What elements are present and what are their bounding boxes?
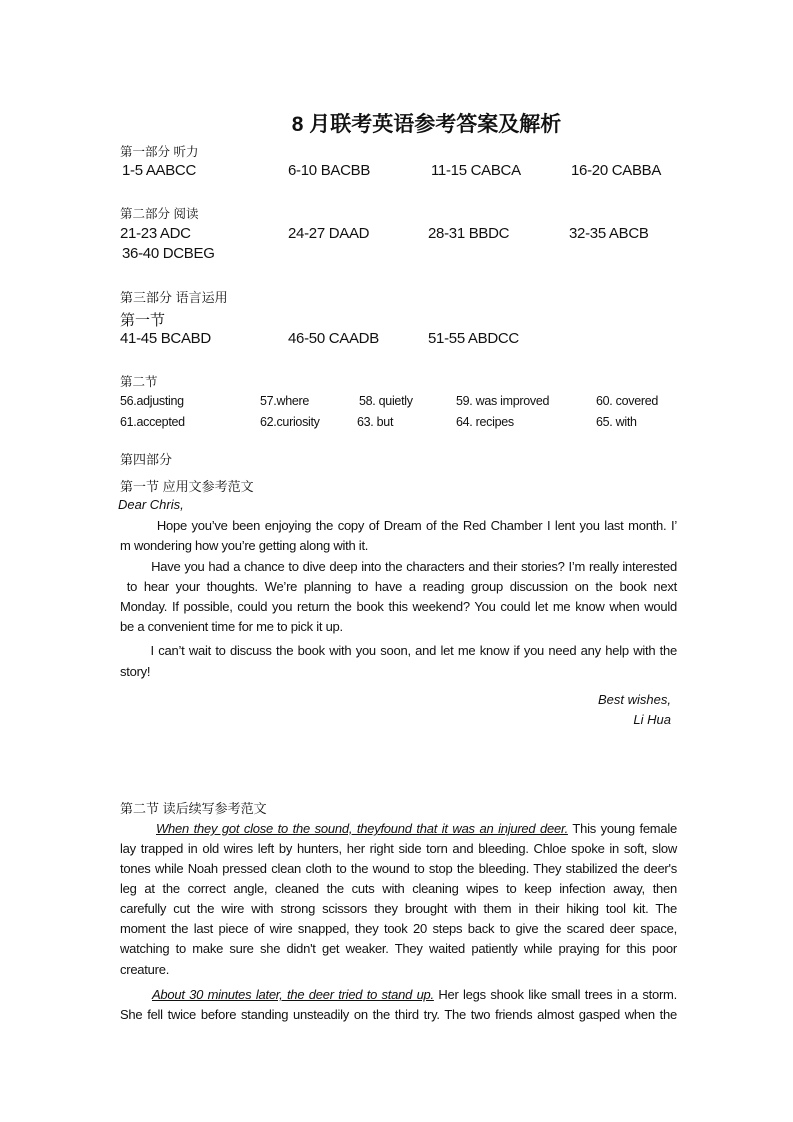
story-text: This young female	[567, 821, 677, 836]
part4-heading: 第四部分	[120, 452, 173, 467]
answer: 57.where	[260, 394, 310, 408]
answer: 16-20 CABBA	[571, 162, 662, 179]
section-heading: 第二节	[120, 375, 158, 389]
text-line: Monday. If possible, could you return the book this weekend? You could let me know when would	[120, 599, 677, 614]
section-heading: 第二节 读后续写参考范文	[120, 801, 267, 816]
answer: 65. with	[596, 415, 637, 429]
text-line: carefully cut the wire with strong scissors they brought with them in their hiking tool kit. The	[120, 901, 677, 916]
letter-greeting: Dear Chris,	[118, 497, 184, 512]
story-underlined-sentence: About 30 minutes later, the deer tried to stand up.	[152, 987, 434, 1002]
text-line: creature.	[120, 962, 170, 977]
text-line: Hope you’ve been enjoying the copy of Dream of the Red Chamber I lent you last month. I’	[120, 518, 677, 533]
text-line: to hear your thoughts. We’re planning to have a reading group discussion on the book next	[120, 579, 677, 594]
text-line: m wondering how you’re getting along with it.	[120, 538, 369, 553]
answer: 32-35 ABCB	[569, 225, 649, 242]
story-line	[120, 822, 677, 835]
part1-heading: 第一部分 听力	[120, 145, 199, 159]
letter-closing: Best wishes,	[598, 692, 671, 707]
answer: 24-27 DAAD	[288, 225, 370, 242]
part3-heading: 第三部分 语言运用	[120, 290, 228, 305]
answer: 62.curiosity	[260, 415, 320, 429]
section-heading: 第一节	[120, 312, 166, 329]
text-line: story!	[120, 664, 151, 679]
text-line: watching to make sure she didn't get weaker. They waited patiently while praying for this poor	[120, 941, 677, 956]
answer: 36-40 DCBEG	[122, 245, 215, 262]
text-line: Have you had a chance to dive deep into the characters and their stories? I’m really interested	[120, 559, 677, 574]
answer: 56.adjusting	[120, 394, 184, 408]
story-line	[120, 988, 677, 1001]
text-line: moment the last piece of wire snapped, they took 20 steps back to give the scared deer space,	[120, 921, 677, 936]
answer: 64. recipes	[456, 415, 514, 429]
text-line: I can’t wait to discuss the book with you soon, and let me know if you need any help with the	[120, 643, 677, 658]
answer: 1-5 AABCC	[122, 162, 196, 179]
part2-heading: 第二部分 阅读	[120, 207, 199, 221]
answer: 59. was improved	[456, 394, 550, 408]
document-title: 8 月联考英语参考答案及解析	[291, 113, 562, 136]
story-underlined-sentence: When they got close to the sound, theyfound that it was an injured deer.	[156, 821, 568, 836]
answer: 51-55 ABDCC	[428, 330, 519, 347]
answer: 41-45 BCABD	[120, 330, 211, 347]
answer: 21-23 ADC	[120, 225, 191, 242]
answer: 11-15 CABCA	[431, 162, 521, 179]
answer: 60. covered	[596, 394, 659, 408]
text-line: She fell twice before standing unsteadily on the third try. The two friends almost gasped when the	[120, 1007, 677, 1022]
letter-signature: Li Hua	[633, 712, 671, 727]
story-text: Her legs shook like small trees in a storm.	[433, 987, 677, 1002]
text-line: leg at the correct angle, cleaned the cuts with cleaning wipes to keep infection away, then	[120, 881, 677, 896]
section-heading: 第一节 应用文参考范文	[120, 479, 254, 494]
text-line: lay trapped in old wires left by hunters, her right side torn and bleeding. Chloe spoke in soft, slow	[120, 841, 677, 856]
answer: 58. quietly	[359, 394, 413, 408]
text-line: be a convenient time for me to pick it up.	[120, 619, 343, 634]
answer: 28-31 BBDC	[428, 225, 510, 242]
text-line: tones while Noah pressed clean cloth to the wound to stop the bleeding. They stabilized the deer's	[120, 861, 677, 876]
answer: 6-10 BACBB	[288, 162, 371, 179]
answer: 61.accepted	[120, 415, 185, 429]
answer: 63. but	[357, 415, 394, 429]
answer: 46-50 CAADB	[288, 330, 379, 347]
